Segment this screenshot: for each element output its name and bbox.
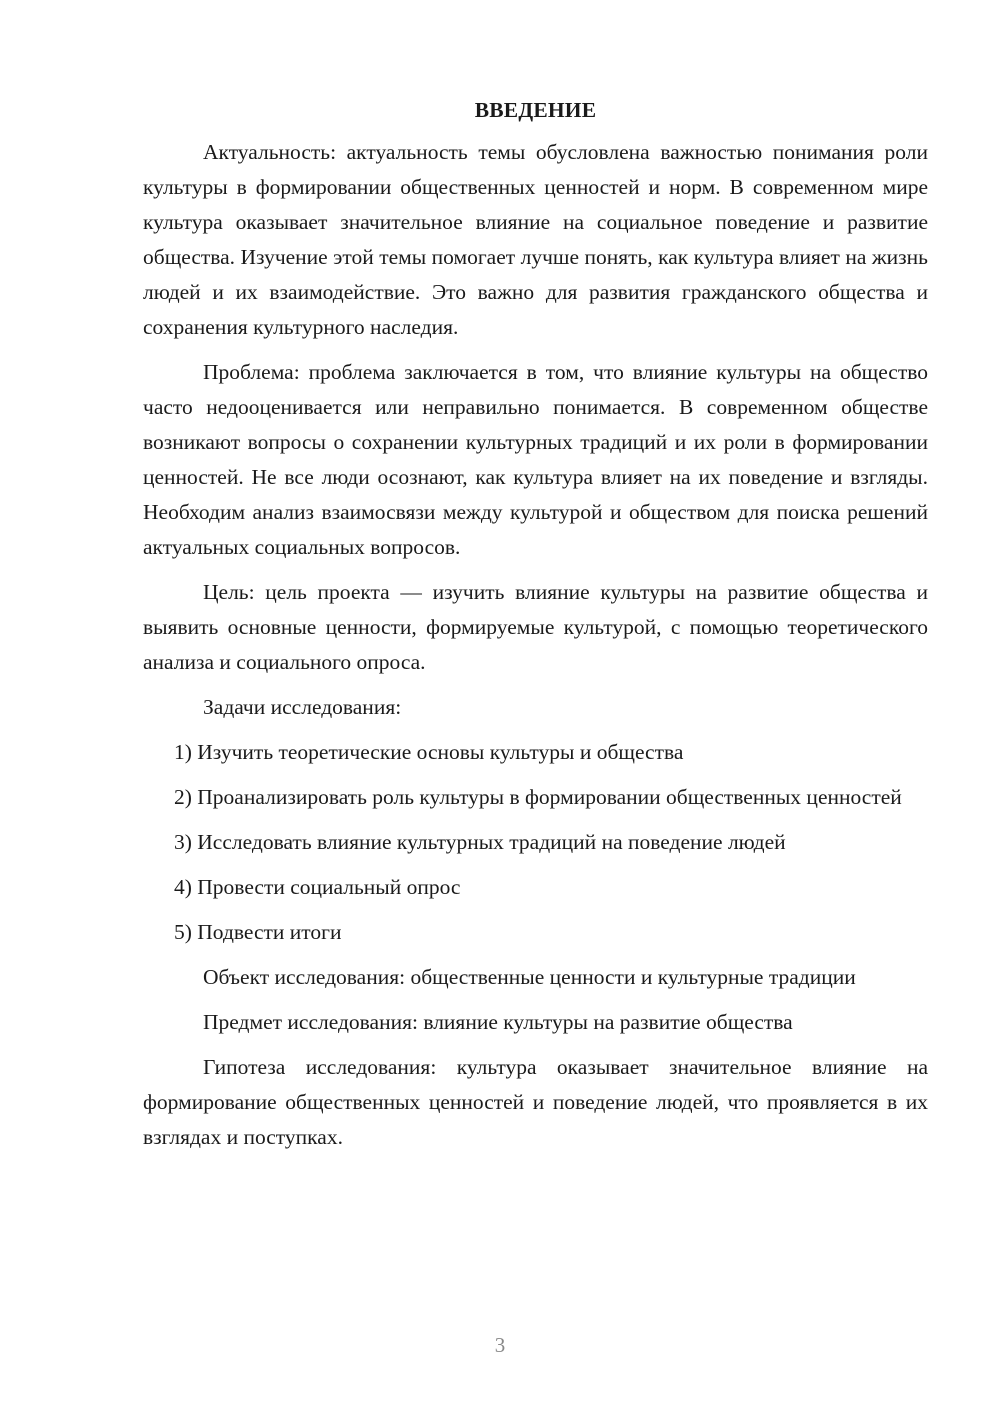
task-item-5: 5) Подвести итоги [174, 920, 342, 944]
page-number: 3 [494, 1333, 506, 1357]
subject-paragraph: Предмет исследования: влияние культуры на развитие общества [203, 1010, 793, 1034]
problem-paragraph: Проблема: проблема заключается в том, что влияние культуры на общество часто недооценивается или неправильно понимается. В современном обществе возникают вопросы о сохранении культурных традиций и их роли в формировании ценностей. Не все люди осознают, как культура влияет на их поведение и взгляды. Необходим анализ взаимосвязи между культурой и обществом для поиска решений актуальных социальных вопросов. [143, 360, 928, 559]
document-page [143, 93, 928, 1165]
goal-paragraph: Цель: цель проекта — изучить влияние культуры на развитие общества и выявить основные ценности, формируемые культурой, с помощью теоретического анализа и социального опроса. [143, 580, 928, 674]
task-item-2: 2) Проанализировать роль культуры в формировании общественных ценностей [174, 785, 902, 809]
relevance-paragraph: Актуальность: актуальность темы обусловлена важностью понимания роли культуры в формировании общественных ценностей и норм. В современном мире культура оказывает значительное влияние на социальное поведение и развитие общества. Изучение этой темы помогает лучше понять, как культура влияет на жизнь людей и их взаимодействие. Это важно для развития гражданского общества и сохранения культурного наследия. [143, 140, 928, 339]
object-paragraph: Объект исследования: общественные ценности и культурные традиции [203, 965, 856, 989]
tasks-list [143, 735, 928, 950]
task-item-4: 4) Провести социальный опрос [174, 875, 461, 899]
page-title: ВВЕДЕНИЕ [474, 98, 597, 122]
tasks-heading: Задачи исследования: [203, 695, 402, 719]
task-item-1: 1) Изучить теоретические основы культуры и общества [174, 740, 684, 764]
task-item-3: 3) Исследовать влияние культурных традиций на поведение людей [174, 830, 786, 854]
hypothesis-paragraph: Гипотеза исследования: культура оказывает значительное влияние на формирование общественных ценностей и поведение людей, что проявляется в их взглядах и поступках. [143, 1055, 928, 1149]
